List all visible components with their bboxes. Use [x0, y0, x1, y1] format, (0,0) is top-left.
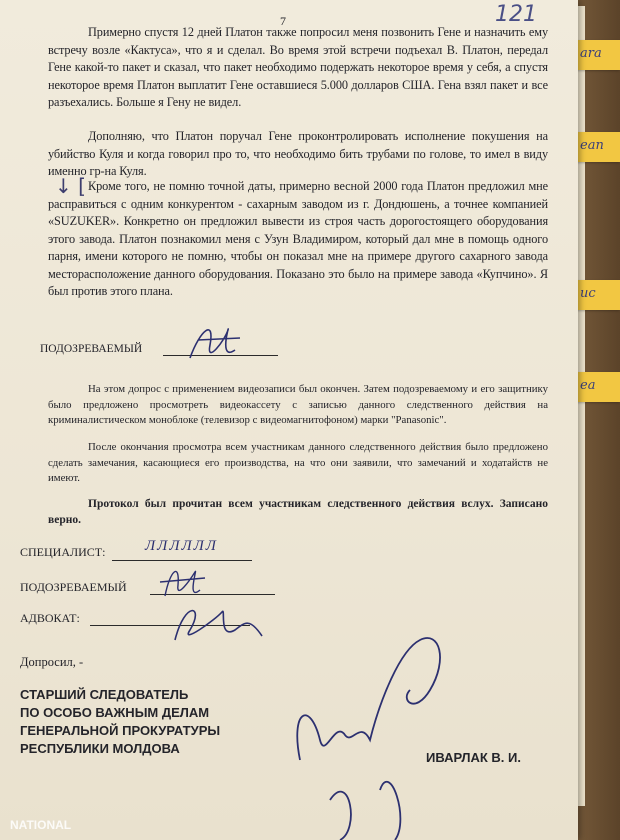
signature-line: [150, 594, 275, 595]
signature-line: [112, 560, 252, 561]
paragraph-platon-meeting: Примерно спустя 12 дней Платон также попросил меня позвонить Гене и назначить ему встречу возле «Кактуса», что я и сделал. Во время этой встречи подъехал В. Платон, передал Гене какой-то пакет и сказал, что пакет необходимо подержать некоторое время у себя, а спустя некоторое время Платон выплатит Гене оставшиеся 5.000 долларов США. Гена взял пакет и все разъехались. Больше я Гену не видел.: [48, 25, 548, 109]
signature-line: [163, 355, 278, 356]
side-tab: [574, 40, 620, 70]
suspect-signature-1: [190, 329, 240, 358]
specialist-handwritten-signature: ЛЛЛЛЛЛ: [145, 538, 218, 554]
investigator-title-line: СТАРШИЙ СЛЕДОВАТЕЛЬ: [20, 687, 189, 702]
suspect-label: ПОДОЗРЕВАЕМЫЙ: [40, 343, 143, 355]
investigator-name: ИВАРЛАК В. И.: [426, 750, 521, 765]
side-tab: [574, 132, 620, 162]
side-tab-label: ara: [580, 46, 602, 61]
paragraph-remarks: После окончания просмотра всем участникам данного следственного действия было предложено сделать замечания, касающиеся его производства, на что они заявили, что замечаний и ходатайств не имеют.: [48, 441, 548, 484]
suspect-signature-2: [160, 571, 205, 596]
investigator-title-line: ПО ОСОБО ВАЖНЫМ ДЕЛАМ: [20, 705, 210, 720]
page-number: 7: [280, 14, 286, 28]
paragraph-sugar-factory: Кроме того, не помню точной даты, примерно весной 2000 года Платон предложил мне расправиться с одним конкурентом - сахарным заводом из г. Дондюшень, а точнее компанией «SUZUKER». Конкретно он предложил вывести из строя часть дорогостоящего оборудования этого завода. Платон познакомил меня с Узун Владимиром, который дал мне в помощь одного парня, имени которого не помню, чтобы он показал мне на примере другого сахарного завода месторасположение данного оборудования. Показано это было на примере завода «Купчино». Я был против этого плана.: [48, 179, 548, 298]
specialist-label: СПЕЦИАЛИСТ:: [20, 545, 106, 559]
signature-line: [90, 625, 250, 626]
watermark: NATIONAL: [10, 818, 72, 832]
side-tab: [574, 372, 620, 402]
suspect-label: ПОДОЗРЕВАЕМЫЙ: [20, 580, 127, 594]
investigator-title-line: ГЕНЕРАЛЬНОЙ ПРОКУРАТУРЫ: [20, 723, 221, 738]
side-tab-label: ean: [580, 138, 604, 153]
paragraph-addendum: Дополняю, что Платон поручал Гене проконтролировать исполнение покушения на убийство Куля и когда говорил про то, что необходимо бить трубами по голове, то имел в виду именно гр-на Куля.: [48, 129, 548, 178]
lawyer-label: АДВОКАТ:: [20, 611, 80, 625]
investigator-title: [20, 686, 220, 758]
investigator-signature: [297, 638, 440, 840]
archive-number: 121: [495, 2, 537, 27]
investigator-title-line: РЕСПУБЛИКИ МОЛДОВА: [20, 741, 180, 756]
paragraph-video-recording: На этом допрос с применением видеозаписи был окончен. Затем подозреваемому и его защитнику было предложено просмотреть видеокассету с записью данного следственного действия на криминалистическом моноблоке (телевизор с видеомагнитофоном) марки "Panasonic".: [48, 383, 548, 426]
handwritten-paragraph-mark: ↓ [: [55, 174, 86, 198]
side-tab-label: ea: [580, 378, 596, 393]
questioned-by-label: Допросил, -: [20, 655, 84, 669]
protocol-statement: Протокол был прочитан всем участникам следственного действия вслух. Записано верно.: [48, 498, 548, 526]
side-tab: [574, 280, 620, 310]
side-tab-label: uc: [580, 286, 596, 301]
